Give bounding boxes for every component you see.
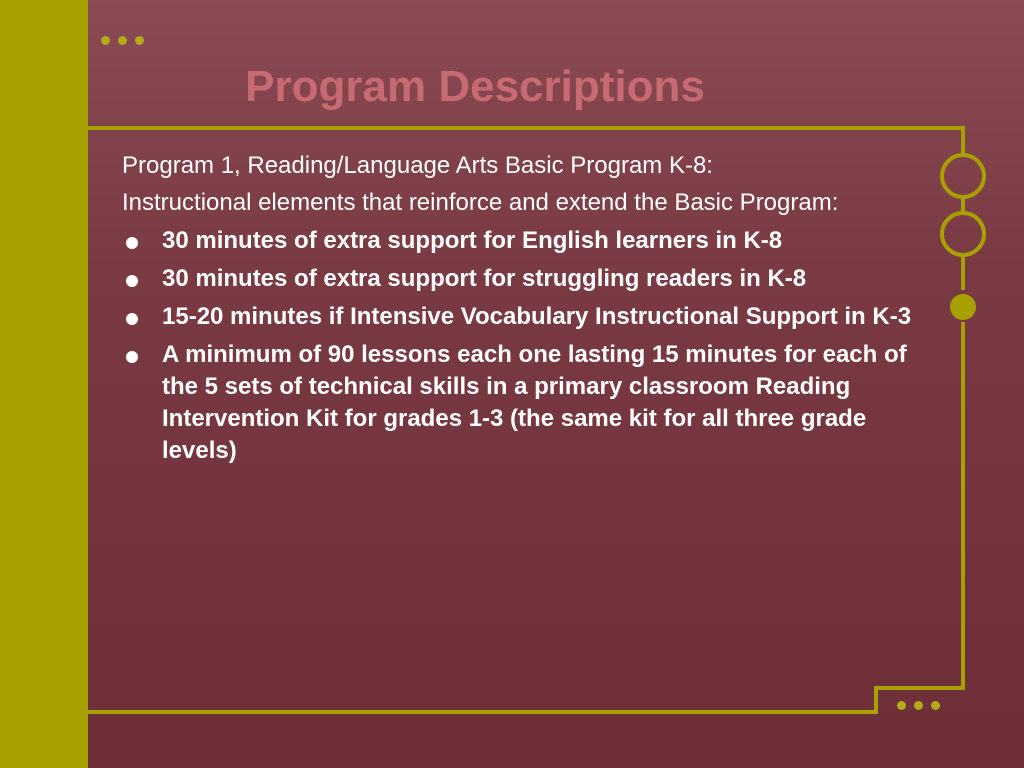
decorative-dots-bottom xyxy=(897,701,940,710)
bullet-icon xyxy=(126,275,138,287)
intro-line: Program 1, Reading/Language Arts Basic Program K-8: xyxy=(122,152,713,179)
sub-line: Instructional elements that reinforce and extend the Basic Program: xyxy=(122,189,839,216)
list-item xyxy=(122,301,942,333)
list-item xyxy=(122,339,942,467)
dot-icon xyxy=(897,701,906,710)
bullet-icon xyxy=(126,313,138,325)
dot-icon xyxy=(931,701,940,710)
bullet-text: 30 minutes of extra support for struggling readers in K-8 xyxy=(162,265,807,292)
bullet-text: A minimum of 90 lessons each one lasting 15 minutes for each of the 5 sets of technical skills in a primary classroom Reading Intervention Kit for grades 1-3 (the same kit for all three grade levels) xyxy=(162,341,907,464)
bullet-text: 30 minutes of extra support for English learners in K-8 xyxy=(162,227,783,254)
dot-icon xyxy=(914,701,923,710)
bullet-icon xyxy=(126,237,138,249)
ring-icon xyxy=(942,213,984,255)
slide-body xyxy=(122,150,942,473)
list-item xyxy=(122,225,942,257)
bullet-text: 15-20 minutes if Intensive Vocabulary Instructional Support in K-3 xyxy=(162,303,912,330)
slide-title: Program Descriptions xyxy=(245,62,705,111)
bullet-list xyxy=(122,225,942,467)
bullet-icon xyxy=(126,351,138,363)
filled-circle-icon xyxy=(950,294,976,320)
list-item xyxy=(122,263,942,295)
ring-icon xyxy=(942,155,984,197)
